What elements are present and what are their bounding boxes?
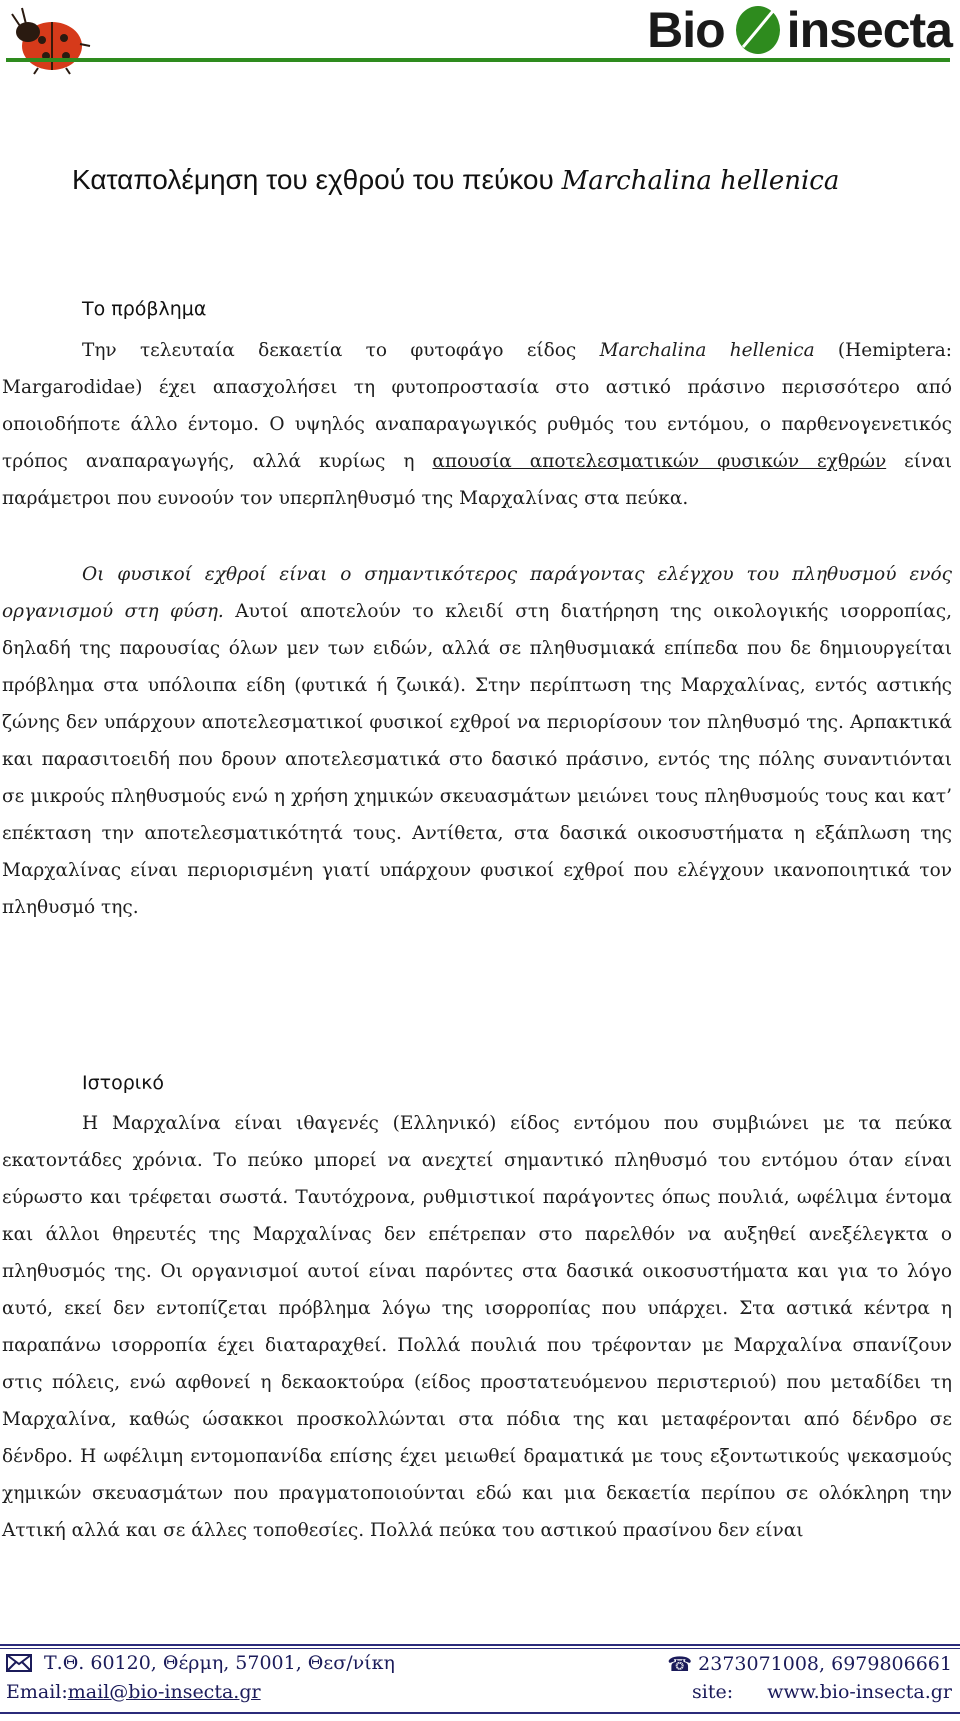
footer-divider [0,1644,960,1646]
footer-contact-row [0,1652,960,1678]
paragraph-problem-2 [2,556,952,926]
header-divider [6,58,950,62]
text-run: Η Μαρχαλίνα είναι ιθαγενές (Ελληνικό) είδος εντόμου που συμβιώνει με τα πεύκα εκατοντάδες χρόνια. Το πεύκο μπορεί να ανεχτεί σημαντικό πληθυσμό του εντόμου όταν είναι εύρωστο και τρέφεται σωστά. Ταυτόχρονα, ρυθμιστικοί παράγοντες όπως πουλιά, ωφέλιμα έντομα και άλλοι θηρευτές της Μαρχαλίνας δεν επέτρεπαν στο παρελθόν να αυξηθεί ανεξέλεγκτα ο πληθυσμός της. Οι οργανισμοί αυτοί είναι παρόντες στα δασικά οικοσυστήματα και για το λόγο αυτό, εκεί δεν εντοπίζεται πρόβλημα λόγω της ισορροπίας που υπάρχει. Στα αστικά κέντρα η παραπάνω ισορροπία έχει διαταραχθεί. Πολλά πουλιά που τρέφονταν με Μαρχαλίνα σπανίζουν στις πόλεις, ενώ αφθονεί η δεκαοκτούρα (είδος προστατευόμενου περιστεριού) που μεταδίδει τη Μαρχαλίνα, καθώς ώσακκοι προσκολλώνται στα πόδια της και μεταφέρονται από δένδρο σε δένδρο. Η ωφέλιμη εντομοπανίδα επίσης έχει μειωθεί δραματικά με τους εξοντωτικούς ψεκασμούς χημικών σκευασμάτων που πραγματοποιούνται εδώ και μια δεκαετία περίπου σε ολόκληρη την Αττική αλλά και σε άλλες τοποθεσίες. Πολλά πεύκα του αστικού πρασίνου δεν είναι [2,1113,952,1541]
underlined-phrase: απουσία αποτελεσματικών φυσικών εχθρών [432,451,887,472]
italic-statement: Οι φυσικοί εχθροί είναι ο σημαντικότερος παράγοντας ελέγχου του πληθυσμού ενός οργανισμού στη φύση. [2,564,952,622]
leaf-icon [733,3,783,57]
section-heading-problem: Το πρόβλημα [82,298,207,320]
title-text: Καταπολέμηση του εχθρού του πεύκου [72,164,562,195]
text-run: Αυτοί αποτελούν το κλειδί στη διατήρηση της οικολογικής ισορροπίας, δηλαδή της παρουσίας όλων μεν των ειδών, αλλά σε πληθυσμιακά επίπεδα που δε δημιουργείται πρόβλημα στα υπόλοιπα είδη (φυτικά ή ζωικά). Στην περίπτωση της Μαρχαλίνας, εντός αστικής ζώνης δεν υπάρχουν αποτελεσματικοί φυσικοί εχθροί να περιορίσουν τον πληθυσμό της. Αρπακτικά και παρασιτοειδή που δρουν αποτελεσματικά στο δασικό πράσινο, εντός της πόλης συναντιόνται σε μικρούς πληθυσμούς ενώ η χρήση χημικών σκευασμάτων μειώνει τους πληθυσμούς τους και κατ’ επέκταση την αποτελεσματικότητά τους. Αντίθετα, στα δασικά οικοσυστήματα η εξάπλωση της Μαρχαλίνας είναι περιορισμένη γιατί υπάρχουν φυσικοί εχθροί που ελέγχουν ικανοποιητικά τον πληθυσμό της. [2,601,952,918]
page-header [0,0,960,90]
bio-insecta-logo [647,2,952,58]
document-title [72,164,952,196]
ladybug-logo-icon [8,4,94,76]
logo-text-bio: Bio [647,2,725,58]
phone-icon: ☎ [667,1652,693,1676]
email-link[interactable]: mail@bio-insecta.gr [67,1681,261,1703]
paragraph-history-1 [2,1105,952,1549]
paragraph-problem-1 [2,332,952,517]
footer-phone: 2373071008, 6979806661 [698,1653,952,1675]
footer-bottom-divider [0,1712,960,1714]
section-heading-history: Ιστορικό [82,1072,165,1094]
email-label: Email: [6,1681,68,1703]
site-link[interactable]: www.bio-insecta.gr [767,1681,952,1703]
text-run: Την τελευταία δεκαετία το φυτοφάγο είδος [82,340,600,361]
site-label: site: [692,1681,734,1703]
title-species-name: Marchalina hellenica [561,166,840,196]
footer-divider-thin [0,1648,960,1649]
logo-text-insecta: insecta [786,2,952,58]
envelope-icon [6,1654,32,1672]
text-run: (Hemiptera: Margarodidae) έχει απασχολήσει τη φυτοπροστασία στο αστικό πράσινο περισσότερο από οποιοδήποτε άλλο έντομο. Ο υψηλός αναπαραγωγικός ρυθμός του εντόμου, ο παρθενογενετικός τρόπος αναπαραγωγής, αλλά κυρίως η [2,340,952,472]
species-name-italic: Marchalina hellenica [599,340,815,361]
text-run: είναι παράμετροι που ευνοούν τον υπερπληθυσμό της Μαρχαλίνας στα πεύκα. [2,451,952,509]
footer-web-row [0,1681,960,1707]
footer-address: Τ.Θ. 60120, Θέρμη, 57001, Θεσ/νίκη [44,1652,395,1674]
